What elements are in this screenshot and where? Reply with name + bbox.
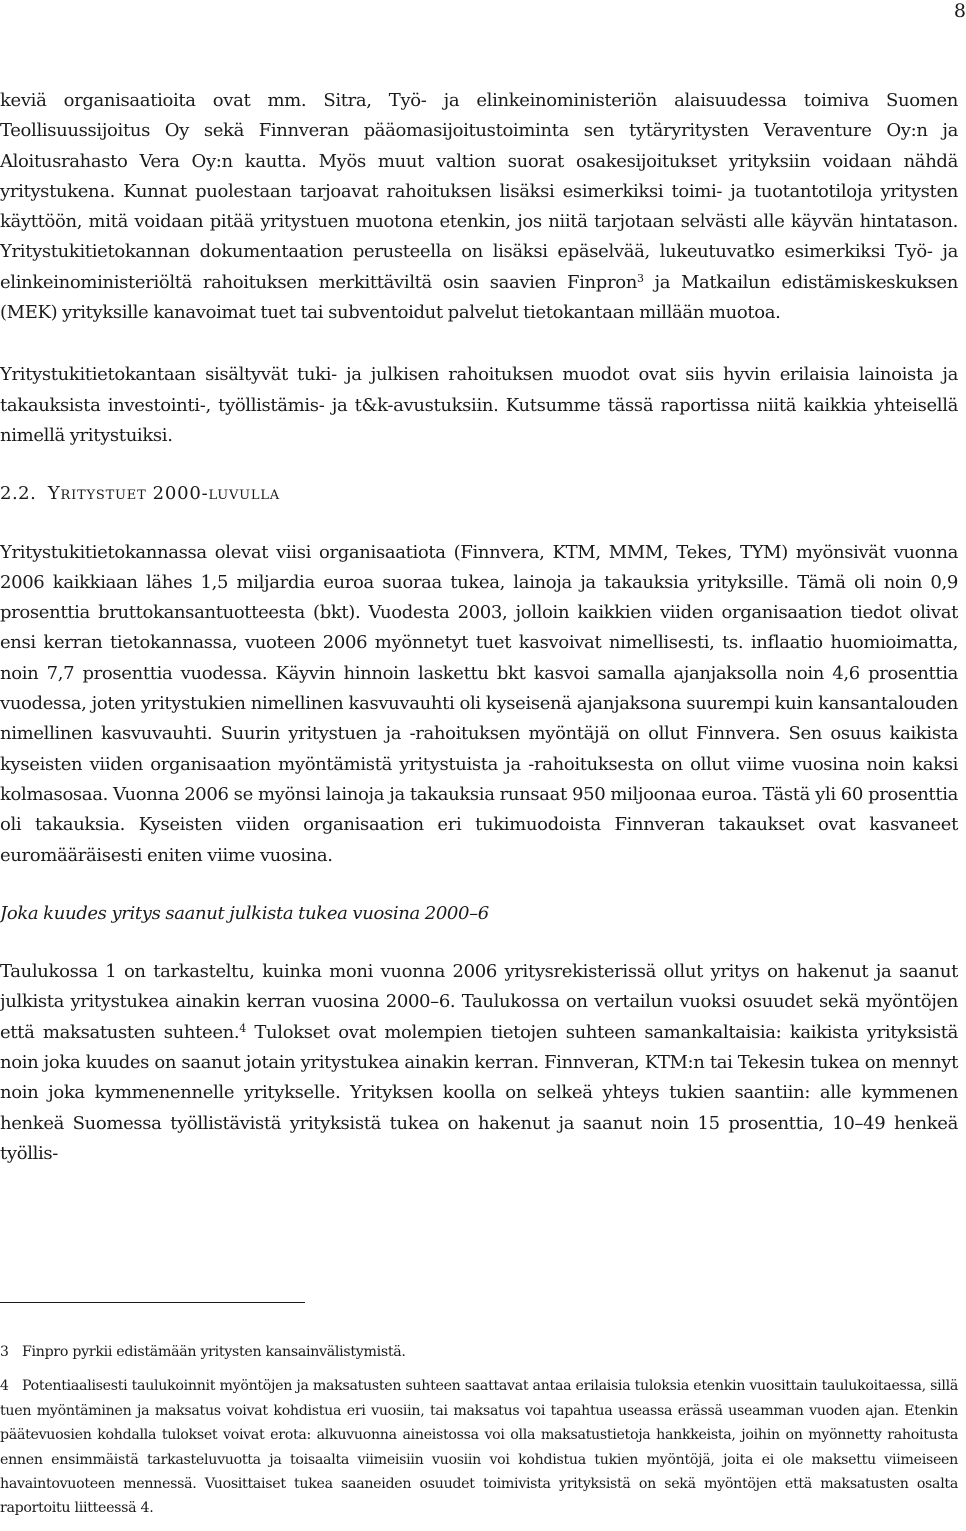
footnote-number: 3	[0, 1344, 9, 1360]
section-title: Yritystuet 2000-luvulla	[47, 483, 280, 505]
footnote-divider	[0, 1302, 305, 1303]
footnote-4	[0, 1374, 958, 1520]
footnote-number: 4	[0, 1378, 9, 1395]
page-number: 8	[953, 0, 966, 22]
section-heading	[0, 479, 958, 509]
paragraph-1: keviä organisaatioita ovat mm. Sitra, Työ- ja elinkeinoministeriön alaisuudessa toimiva Suomen Teollisuussijoitus Oy sekä Finnveran pääomasijoitustoiminta sen tytäryritysten Veraventure Oy:n ja Aloitusrahasto Vera Oy:n kautta. Myös muut valtion suorat osakesijoitukset yrityksiin voidaan nähdä yritystukena. Kunnat puolestaan tarjoavat rahoituksen lisäksi esimerkiksi toimi- ja tuotantotiloja yritysten käyttöön, mitä voidaan pitää yritystuen muotona etenkin, jos niitä tarjotaan selvästi alle käyvän hintatason. Yritystukitietokannan dokumentaation perusteella on lisäksi epäselvää, lukeutuvatko esimerkiksi Työ- ja elinkeinoministeriöltä rahoituksen merkittäviltä osin saavien Finpron$^3$ ja Matkailun edistämiskeskuksen (MEK) yrityksille kanavoimat tuet tai subventoidut palvelut tietokantaan millään muotoa.	[0, 90, 958, 324]
footnote-text: Potentiaalisesti taulukoinnit myöntöjen ja maksatusten suhteen saattavat antaa erilaisia tuloksia etenkin vuosittain taulukoitaessa, sillä tuen myöntäminen ja maksatus voivat kohdistua eri vuosiin, tai maksatus voi tapahtua useassa erässä useamman vuoden ajan. Etenkin päätevuosien kohdalla tulokset voivat erota: alkuvuonna aineistossa voi olla maksatustietoja hankkeista, joihin on myönnetty rahoitusta ennen ensimmäistä tarkasteluvuotta ja toisaalta viimeisiin vuosiin voi kohdistua tukien myöntöjä, joita ei ole maksettu viimeiseen havaintovuoteen mennessä. Vuosittaiset tukea saaneiden osuudet toimivista yrityksistä on sekä myöntöjen että maksatusten osalta raportoitu liitteessä 4.	[0, 1378, 958, 1517]
footnote-ref-4[interactable]: 4	[239, 1021, 246, 1035]
footnote-3	[0, 1340, 958, 1364]
paragraph-3: Yritystukitietokannassa olevat viisi organisaatiota (Finnvera, KTM, MMM, Tekes, TYM) myönsivät vuonna 2006 kaikkiaan lähes 1,5 miljardia euroa suoraa tukea, lainoja ja takauksia yrityksille. Tämä oli noin 0,9 prosenttia bruttokansantuotteesta (bkt). Vuodesta 2003, jolloin kaikkien viiden organisaation tiedot olivat ensi kerran tietokannassa, vuoteen 2006 myönnetyt tuet kasvoivat nimellisesti, ts. inflaatio huomioimatta, noin 7,7 prosenttia vuodessa. Käyvin hinnoin laskettu bkt kasvoi samalla ajanjaksolla noin 4,6 prosenttia vuodessa, joten yritystukien nimellinen kasvuvauhti oli kyseisenä ajanjaksona suurempi kuin kansantalouden nimellinen kasvuvauhti. Suurin yritystuen ja -rahoituksen myöntäjä on ollut Finnvera. Sen osuus kaikista kyseisten viiden organisaation myöntämistä yritystuista ja -rahoituksesta on ollut viime vuosina noin kaksi kolmasosaa. Vuonna 2006 se myönsi lainoja ja takauksia runsaat 950 miljoonaa euroa. Tästä yli 60 prosenttia oli takauksia. Kyseisten viiden organisaation eri tukimuodoista Finnveran takaukset ovat kasvaneet euromääräisesti eniten viime vuosina.	[0, 541, 958, 866]
footnote-ref-3[interactable]: 3	[636, 271, 644, 285]
section-number: 2.2.	[0, 483, 37, 505]
subheading: Joka kuudes yritys saanut julkista tukea vuosina 2000–6	[0, 902, 489, 924]
footnote-text: Finpro pyrkii edistämään yritysten kansainvälistymistä.	[22, 1344, 406, 1360]
paragraph-2: Yritystukitietokantaan sisältyvät tuki- ja julkisen rahoituksen muodot ovat siis hyvin erilaisia lainoista ja takauksista investointi-, työllistämis- ja t&k-avustuksiin. Kutsumme tässä raportissa niitä kaikkia yhteisellä nimellä yritystuiksi.	[0, 364, 958, 446]
paragraph-4: Taulukossa 1 on tarkasteltu, kuinka moni vuonna 2006 yritysrekisterissä ollut yritys on hakenut ja saanut julkista yritystukea ainakin kerran vuosina 2000–6. Taulukossa on vertailun vuoksi osuudet sekä myöntöjen että maksatusten suhteen.$^4$ Tulokset ovat molempien tietojen suhteen samankaltaisia: kaikista yrityksistä noin joka kuudes on saanut jotain yritystukea ainakin kerran. Finnveran, KTM:n tai Tekesin tukea on mennyt noin joka kymmenennelle yritykselle. Yrityksen koolla on selkeä yhteys tukien saantiin: alle kymmenen henkeä Suomessa työllistävistä yrityksistä tukea on hakenut ja saanut noin 15 prosenttia, 10–49 henkeä työllis-	[0, 961, 958, 1164]
body-text	[0, 86, 958, 1169]
footnotes	[0, 1340, 958, 1521]
